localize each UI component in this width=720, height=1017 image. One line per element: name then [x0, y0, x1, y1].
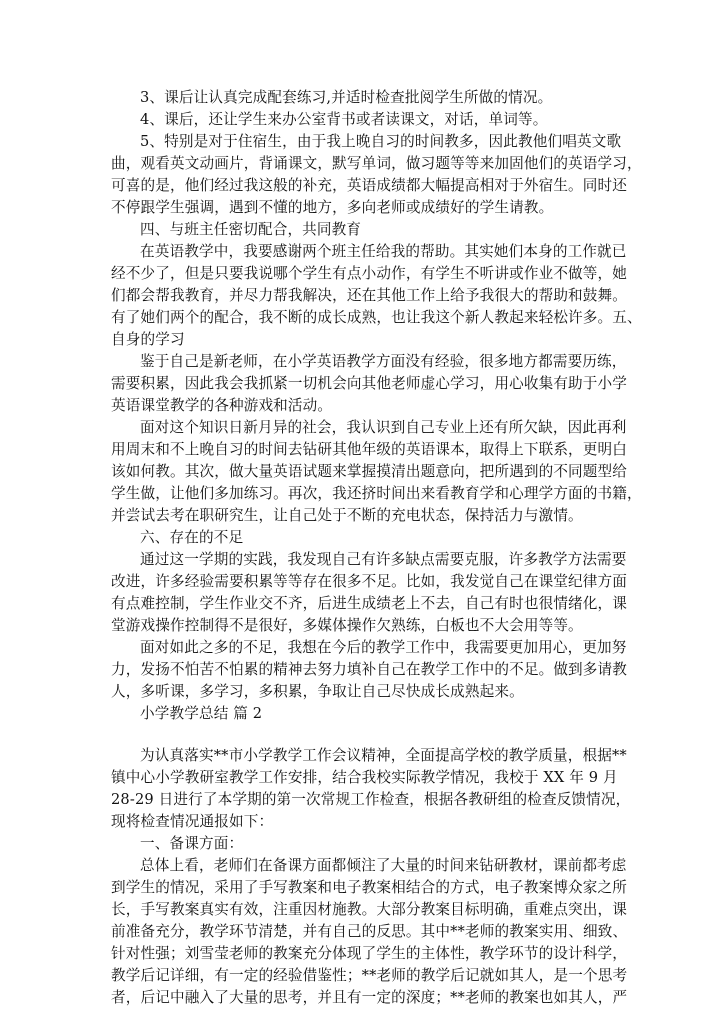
paragraph-line: 为认真落实**市小学教学工作会议精神，全面提高学校的教学质量，根据** [140, 747, 627, 764]
paragraph-line: 学生做，让他们多加练习。再次，我还挤时间出来看教育学和心理学方面的书籍， [111, 485, 642, 502]
paragraph-line: 总体上看，老师们在备课方面都倾注了大量的时间来钻研教材，课前都考虑 [140, 857, 627, 874]
paragraph-line: 现将检查情况通报如下： [111, 813, 274, 830]
paragraph-line: 面对这个知识日新月异的社会，我认识到自己专业上还有所欠缺，因此再利 [140, 419, 627, 436]
paragraph-line: 用周末和不上晚自习的时间去钻研其他年级的英语课本，取得上下联系，更明白 [111, 441, 628, 458]
paragraph-line: 人，多听课，多学习，多积累，争取让自己尽快成长成熟起来。 [111, 683, 524, 700]
paragraph-line: 到学生的情况，采用了手写教案和电子教案相结合的方式，电子教案博众家之所 [111, 879, 628, 896]
paragraph-line: 在英语教学中，我要感谢两个班主任给我的帮助。其实她们本身的工作就已 [140, 243, 627, 260]
paragraph-line: 5、特别是对于住宿生，由于我上晚自习的时间教多，因此教他们唱英文歌 [140, 133, 622, 150]
paragraph-line: 有了她们两个的配合，我不断的成长成熟，也让我这个新人教起来轻松许多。五、 [111, 309, 642, 326]
paragraph-line: 曲，观看英文动画片，背诵课文，默写单词，做习题等等来加固他们的英语学习， [111, 155, 642, 172]
section-heading: 自身的学习 [111, 331, 185, 348]
paragraph-line: 该如何教。其次，做大量英语试题来掌握摸清出题意向，把所遇到的不同题型给 [111, 463, 628, 480]
paragraph-line: 有点难控制，学生作业交不齐，后进生成绩老上不去，自己有时也很情绪化，课 [111, 595, 628, 612]
paragraph-line: 可喜的是，他们经过我这般的补充，英语成绩都大幅提高相对于外宿生。同时还 [111, 177, 628, 194]
article-title: 小学教学总结 篇 2 [140, 705, 263, 722]
paragraph-line: 4、课后，还让学生来办公室背书或者读课文，对话，单词等。 [140, 111, 548, 128]
paragraph-line: 者，后记中融入了大量的思考，并且有一定的深度；**老师的教案也如其人，严 [111, 989, 628, 1006]
paragraph-line: 英语课堂教学的各种游戏和活动。 [111, 397, 333, 414]
paragraph-line: 需要积累，因此我会我抓紧一切机会向其他老师虚心学习，用心收集有助于小学 [111, 375, 628, 392]
paragraph-line: 并尝试去考在职研究生，让自己处于不断的充电状态，保持活力与激情。 [111, 507, 583, 524]
paragraph-line: 通过这一学期的实践，我发现自己有许多缺点需要克服，许多教学方法需要 [140, 551, 627, 568]
paragraph-line: 鉴于自己是新老师，在小学英语教学方面没有经验，很多地方都需要历练， [140, 353, 627, 370]
paragraph-line: 教学后记详细，有一定的经验借鉴性；**老师的教学后记就如其人，是一个思考 [111, 967, 628, 984]
paragraph-line: 针对性强；刘雪莹老师的教案充分体现了学生的主体性，教学环节的设计科学， [111, 945, 628, 962]
paragraph-line: 不停跟学生强调，遇到不懂的地方，多向老师或成绩好的学生请教。 [111, 199, 554, 216]
paragraph-line: 经不少了，但是只要我说哪个学生有点小动作，有学生不听讲或作业不做等，她 [111, 265, 628, 282]
section-heading: 四、与班主任密切配合，共同教育 [140, 221, 362, 238]
paragraph-line: 们都会帮我教育，并尽力帮我解决，还在其他工作上给予我很大的帮助和鼓舞。 [111, 287, 628, 304]
paragraph-line: 前准备充分，教学环节清楚，并有自己的反思。其中**老师的教案实用、细致、 [111, 923, 628, 940]
paragraph-line: 堂游戏操作控制得不是很好，多媒体操作欠熟练，白板也不大会用等等。 [111, 617, 583, 634]
paragraph-line: 改进，许多经验需要积累等等存在很多不足。比如，我发觉自己在课堂纪律方面 [111, 573, 628, 590]
section-heading: 一、备课方面： [140, 835, 244, 852]
paragraph-line: 面对如此之多的不足，我想在今后的教学工作中，我需要更加用心，更加努 [140, 639, 627, 656]
section-heading: 六、存在的不足 [140, 529, 244, 546]
paragraph-line: 3、课后让认真完成配套练习,并适时检查批阅学生所做的情况。 [140, 89, 553, 106]
paragraph-line: 长，手写教案真实有效，注重因材施教。大部分教案目标明确，重难点突出，课 [111, 901, 628, 918]
paragraph-line: 28-29 日进行了本学期的第一次常规工作检查，根据各教研组的检查反馈情况， [111, 791, 631, 808]
paragraph-line: 力，发扬不怕苦不怕累的精神去努力填补自己在教学工作中的不足。做到多请教 [111, 661, 628, 678]
paragraph-line: 镇中心小学教研室教学工作安排，结合我校实际教学情况，我校于 XX 年 9 月 [111, 769, 618, 786]
